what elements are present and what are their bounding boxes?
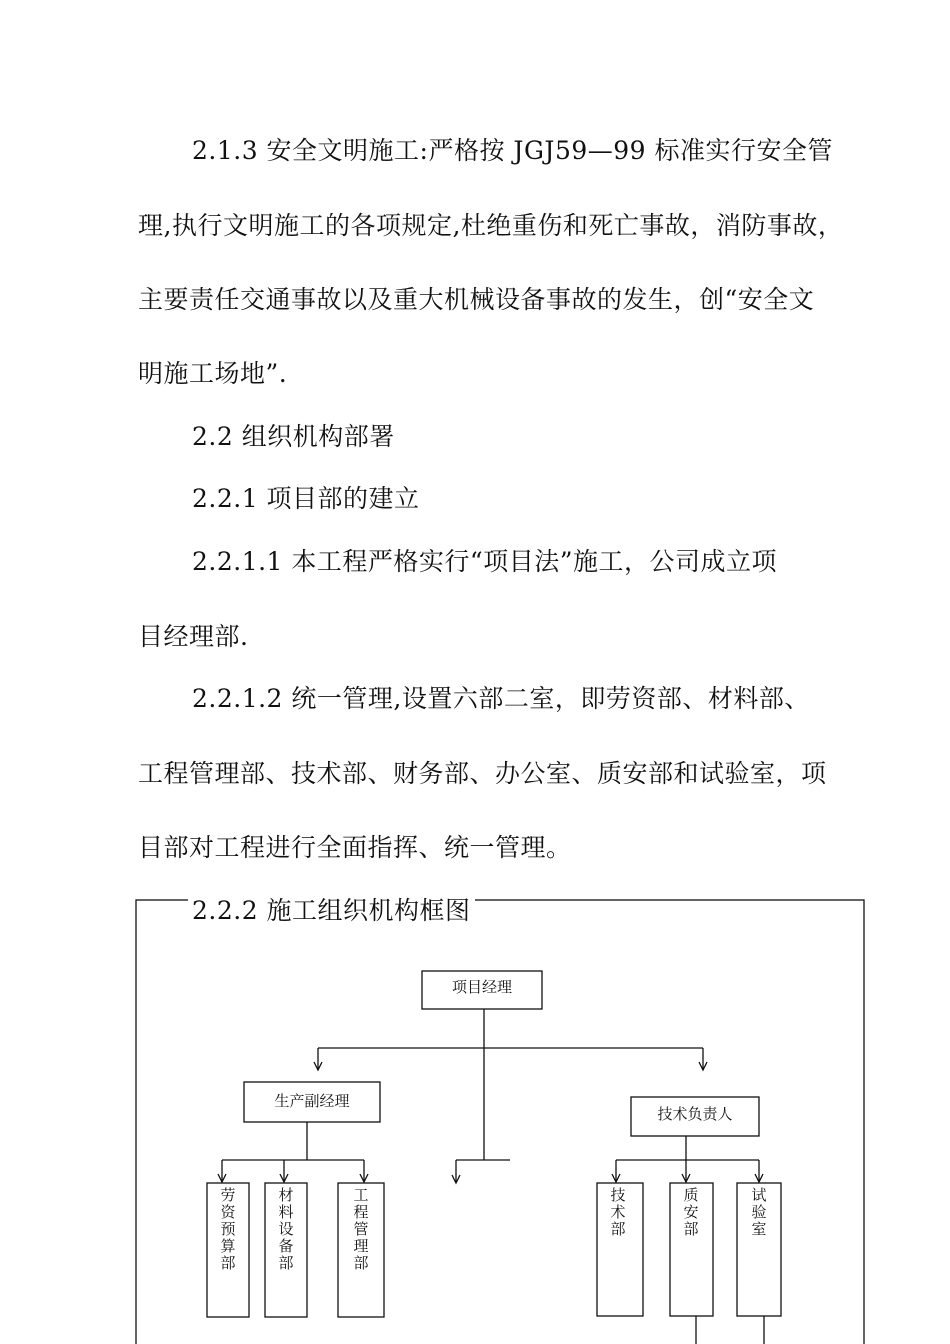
paragraph-line: 明施工场地”. [138,359,288,388]
paragraph-line: 主要责任交通事故以及重大机械设备事故的发生，创“安全文 [138,285,815,314]
paragraph-line: 工程管理部、技术部、财务部、办公室、质安部和试验室，项 [138,759,827,788]
paragraph-line: 目经理部. [138,622,249,651]
dept-label-right-2: 试验室 [751,1186,767,1238]
paragraph-line: 2.1.3 安全文明施工:严格按 JGJ59—99 标准实行安全管 [192,136,834,165]
left-manager-label: 生产副经理 [274,1092,350,1110]
dept-label-left-1: 材料设备部 [278,1186,294,1272]
dept-label-right-0: 技术部 [610,1186,626,1238]
subsection-heading: 2.2.1 项目部的建立 [192,484,420,513]
root-label: 项目经理 [451,978,513,996]
dept-label-right-1: 质安部 [683,1186,699,1238]
dept-label-left-0: 劳资预算部 [220,1186,236,1272]
chart-heading: 2.2.2 施工组织机构框图 [188,896,475,926]
paragraph-line: 2.2.1.1 本工程严格实行“项目法”施工，公司成立项 [192,547,777,576]
section-heading: 2.2 组织机构部署 [192,422,395,451]
paragraph-line: 理,执行文明施工的各项规定,杜绝重伤和死亡事故，消防事故， [138,211,844,240]
paragraph-line: 目部对工程进行全面指挥、统一管理。 [138,833,572,862]
paragraph-line: 2.2.1.2 统一管理,设置六部二室，即劳资部、材料部、 [192,684,810,713]
dept-label-left-2: 工程管理部 [353,1186,369,1272]
right-manager-label: 技术负责人 [657,1105,733,1123]
